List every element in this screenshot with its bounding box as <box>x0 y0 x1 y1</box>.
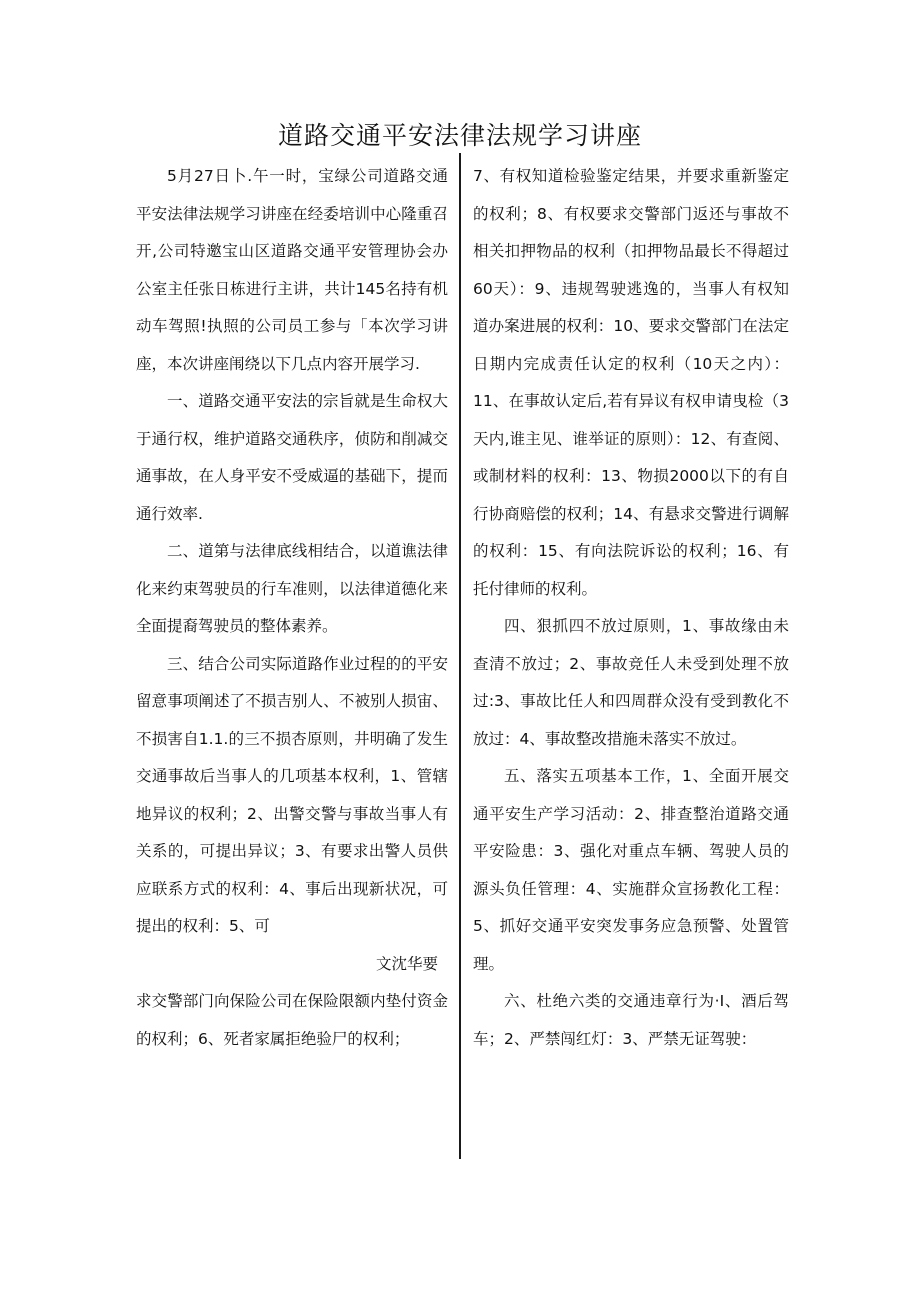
point-one-paragraph: 一、道路交通平安法的宗旨就是生命权大于通行权，维护道路交通秩序，侦防和削减交通事故，在人身平安不受威逼的基础下，提而通行效率. <box>136 392 448 523</box>
point-three-paragraph: 三、结合公司实际道路作业过程的的平安留意事项阐述了不损吉别人、不被别人损宙、不损害自1.1.的三不损杏原则，井明确了发生交通事故后当事人的几项基本权利，1、管辖地异议的权利；2、出警交警与事故当事人有关系的，可提出异议；3、有要求出警人员供应联系方式的权利：4、事后出现新状况，可提出的权利：5、可 <box>136 654 448 935</box>
right-column <box>473 158 789 1058</box>
rights-list-paragraph: 7、有权知道检验鉴定结果，并要求重新鉴定的权利；8、有权要求交警部门返还与事故不相关扣押物品的权利（扣押物品最长不得超过60天）：9、违规驾驶逃逸的，当事人有权知道办案进展的权利：10、要求交警部门在法定日期内完成责任认定的权利（10天之内）：11、在事故认定后,若有异议有权申请曳检（3天内,谁主见、谁举证的原则）：12、有查阅、或制材料的权利：13、物损2000以下的有自行协商赔偿的权利；14、有悬求交警进行调解的权利：15、有向法院诉讼的权利；16、有托付律师的权利。 <box>473 167 789 598</box>
column-divider <box>459 153 461 1159</box>
intro-paragraph: 5月27日卜.午一时，宝绿公司道路交通平安法律法规学习讲座在经委培训中心隆重召开,公司特邀宝山区道路交通平安管理协会办公室主任张日栋进行主讲，共计145名持有机动车驾照!执照的公司员工参与「本次学习讲座，本次讲座闱绕以下几点内容开展学习. <box>136 167 448 373</box>
page-title: 道路交通平安法律法规学习讲座 <box>277 121 642 150</box>
rights-continuation-paragraph: 求交警部门向保险公司在保险限额内垫付资金的权利；6、死者家属拒绝验尸的权利； <box>136 992 448 1048</box>
left-column <box>136 158 448 1058</box>
author-signature: 文沈华要 <box>375 954 438 973</box>
point-four-paragraph: 四、狠抓四不放过原则，1、事故缘由未查清不放过；2、事故竞任人未受到处理不放过:3、事故比任人和四周群众没有受到教化不放过：4、事故整改措施未落实不放过。 <box>473 617 789 748</box>
point-two-paragraph: 二、道第与法律底线相结合，以道谯法律化来约束驾驶员的行车准则，以法律道德化来全面提裔驾驶员的整体素养。 <box>136 542 448 635</box>
point-six-paragraph: 六、杜绝六类的交通违章行为·I、酒后驾车；2、严禁闯红灯：3、严禁无证驾驶： <box>473 992 789 1048</box>
point-five-paragraph: 五、落实五项基本工作，1、全面开展交通平安生产学习活动：2、排查整治道路交通平安险患：3、强化对重点车辆、驾驶人员的源头负任管理：4、实施群众宣扬教化工程：5、抓好交通平安突发事务应急预警、处置管理。 <box>473 767 789 973</box>
